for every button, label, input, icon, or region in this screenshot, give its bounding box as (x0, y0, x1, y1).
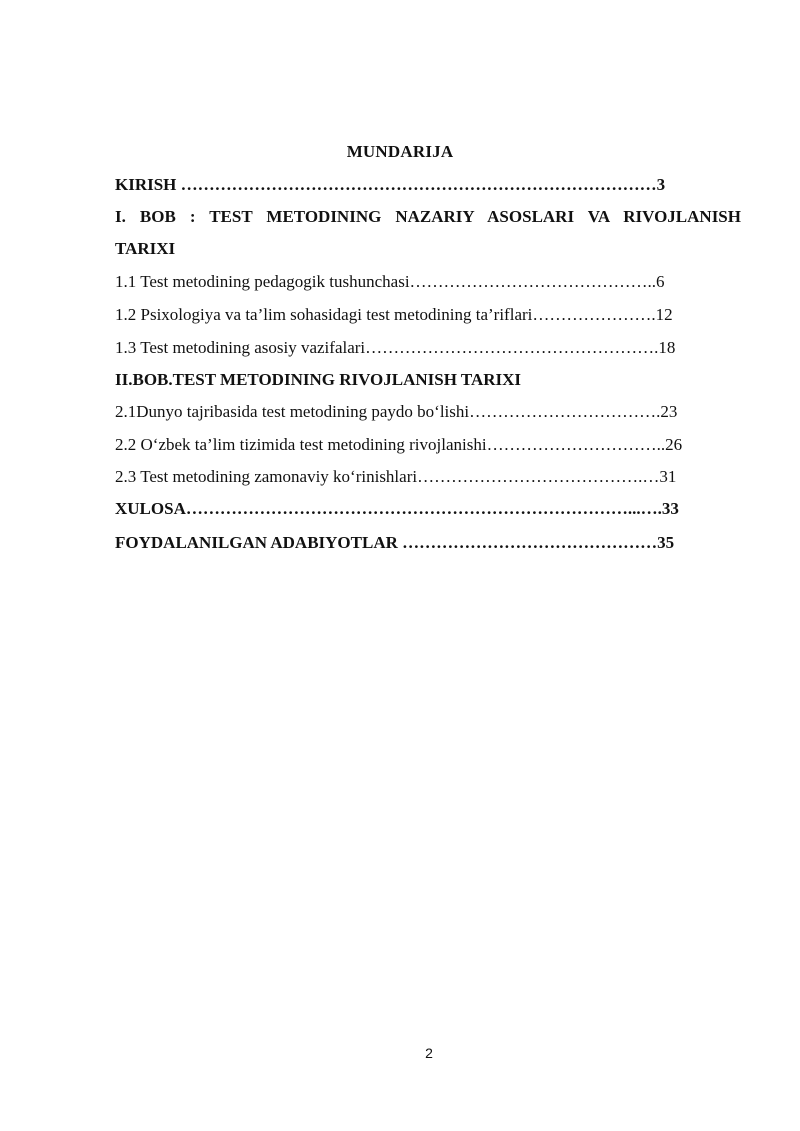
toc-entry-xulosa: XULOSA……………………………………………………………………...….33 (115, 499, 679, 518)
toc-entry-2-3: 2.3 Test metodining zamonaviy ko‘rinishlari………………………………….…31 (115, 467, 677, 486)
toc-chapter-1-heading: I. BOB : TEST METODINING NAZARIY ASOSLARI VA RIVOJLANISH (115, 207, 741, 226)
toc-entry-1-1: 1.1 Test metodining pedagogik tushunchasi……………………………………..6 (115, 272, 665, 291)
toc-entry-2-1: 2.1Dunyo tajribasida test metodining paydo bo‘lishi…………………………….23 (115, 402, 678, 421)
toc-chapter-2-heading: II.BOB.TEST METODINING RIVOJLANISH TARIXI (115, 370, 522, 389)
toc-entry-1-3: 1.3 Test metodining asosiy vazifalari…………………………………………….18 (115, 338, 676, 357)
page-number: 2 (425, 1045, 433, 1061)
toc-chapter-1-heading-continued: TARIXI (115, 239, 176, 258)
toc-entry-adabiyotlar: FOYDALANILGAN ADABIYOTLAR ………………………………………35 (115, 533, 675, 552)
toc-entry-kirish: KIRISH …………………………………………………………………………3 (115, 175, 666, 194)
toc-title: MUNDARIJA (346, 142, 454, 161)
toc-entry-2-2: 2.2 O‘zbek ta’lim tizimida test metodining rivojlanishi…………………………..26 (115, 435, 683, 454)
toc-entry-1-2: 1.2 Psixologiya va ta’lim sohasidagi test metodining ta’riflari………………….12 (115, 305, 673, 324)
